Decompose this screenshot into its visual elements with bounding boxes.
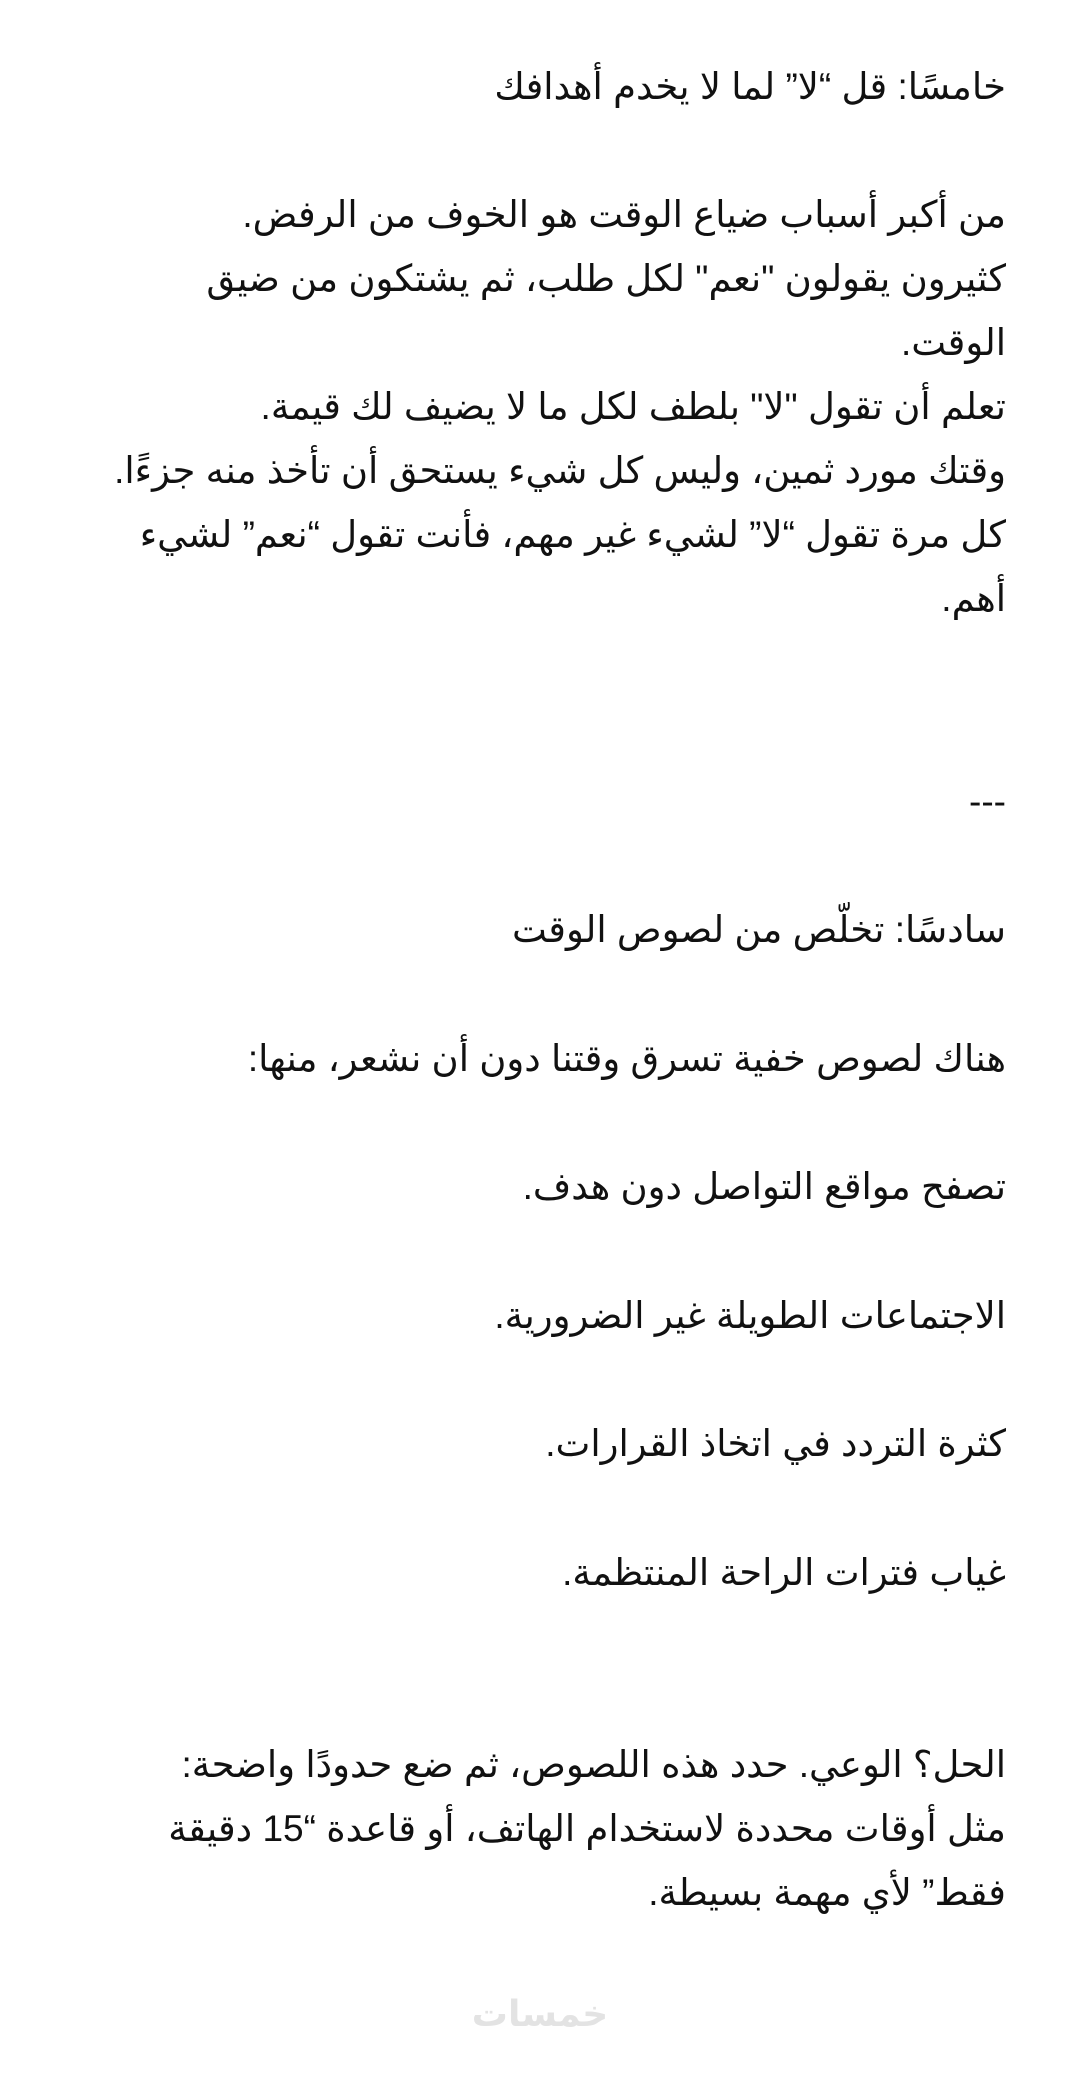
paragraph-line: الوقت. xyxy=(901,322,1006,363)
section-divider xyxy=(46,770,1006,834)
paragraph-line: أهم. xyxy=(941,578,1006,619)
time-thief-item xyxy=(46,1284,1006,1348)
section-6-heading xyxy=(46,898,1006,962)
list-item: غياب فترات الراحة المنتظمة. xyxy=(562,1552,1006,1593)
paragraph-line: تعلم أن تقول "لا" بلطف لكل ما لا يضيف لك قيمة. xyxy=(260,386,1006,427)
paragraph-line: وقتك مورد ثمين، وليس كل شيء يستحق أن تأخذ منه جزءًا. xyxy=(114,450,1006,491)
paragraph-line: كثيرون يقولون "نعم" لكل طلب، ثم يشتكون من ضيق xyxy=(206,258,1006,299)
list-item: تصفح مواقع التواصل دون هدف. xyxy=(522,1166,1006,1207)
section-5-paragraph xyxy=(46,183,1006,631)
time-thief-item xyxy=(46,1155,1006,1219)
list-item: الاجتماعات الطويلة غير الضرورية. xyxy=(494,1295,1006,1336)
time-thief-item xyxy=(46,1412,1006,1476)
list-item: كثرة التردد في اتخاذ القرارات. xyxy=(545,1423,1006,1464)
section-5-heading xyxy=(46,55,1006,119)
paragraph-line: من أكبر أسباب ضياع الوقت هو الخوف من الرفض. xyxy=(242,194,1006,235)
time-thief-item xyxy=(46,1541,1006,1605)
intro-text: هناك لصوص خفية تسرق وقتنا دون أن نشعر، منها: xyxy=(247,1038,1006,1079)
solution-paragraph xyxy=(46,1733,1006,1925)
section-6-heading-text: سادسًا: تخلّص من لصوص الوقت xyxy=(511,909,1006,950)
solution-line: الحل؟ الوعي. حدد هذه اللصوص، ثم ضع حدودًا واضحة: xyxy=(181,1744,1006,1785)
khamsat-watermark: خمسات xyxy=(471,1993,609,2034)
divider-text: --- xyxy=(969,781,1006,822)
section-6-intro xyxy=(46,1027,1006,1091)
paragraph-line: كل مرة تقول “لا” لشيء غير مهم، فأنت تقول “نعم” لشيء xyxy=(139,514,1006,555)
solution-line: مثل أوقات محددة لاستخدام الهاتف، أو قاعدة “15 دقيقة xyxy=(168,1808,1006,1849)
section-5-heading-text: خامسًا: قل “لا” لما لا يخدم أهدافك xyxy=(494,66,1006,107)
solution-line: فقط” لأي مهمة بسيطة. xyxy=(648,1872,1006,1913)
